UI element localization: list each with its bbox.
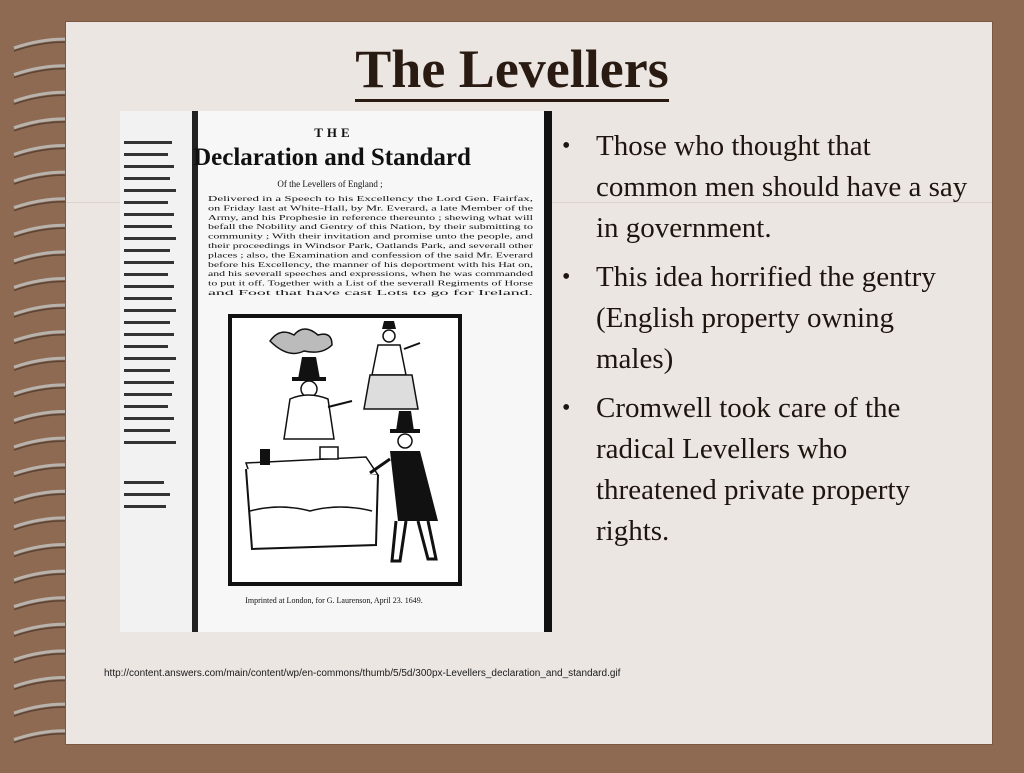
pamphlet-body-line: on Friday last at White-Hall, by Mr. Everard, a late Member of the bbox=[208, 204, 533, 213]
bullet-icon: • bbox=[562, 133, 571, 159]
pamphlet-body-line: Delivered in a Speech to his Excellency the Lord Gen. Fairfax, bbox=[208, 195, 534, 203]
table-drawing bbox=[246, 447, 378, 549]
pamphlet-title: Declaration and Standard bbox=[193, 144, 471, 171]
bullet-icon: • bbox=[562, 395, 571, 421]
pamphlet-imprint: Imprinted at London, for G. Laurenson, April 23. 1649. bbox=[245, 596, 423, 605]
pamphlet-body-line: before his Excellency, the manner of his deportment with his Hat on, bbox=[208, 260, 534, 269]
gutter bbox=[192, 111, 198, 632]
bullet-text: Those who thought that common men should have a say in government. bbox=[596, 130, 968, 244]
pamphlet-body-line: and his severall speeches and expressions, when he was commanded bbox=[208, 270, 534, 279]
bullet-item bbox=[554, 257, 974, 380]
pamphlet-header-word: THE bbox=[314, 125, 354, 140]
bullet-item bbox=[554, 126, 974, 249]
pamphlet-body bbox=[208, 195, 534, 297]
bullet-text: This idea horrified the gentry (English property owning males) bbox=[596, 261, 936, 375]
page-edge bbox=[544, 111, 552, 632]
pamphlet-body-line: places ; also, the Examination and confession of the said Mr. Everard bbox=[208, 251, 534, 260]
image-source-link[interactable]: http://content.answers.com/main/content/wp/en-commons/thumb/5/5d/300px-Levellers_declaration_and_standard.gif bbox=[104, 668, 621, 679]
pamphlet-body-line: and Foot that have cast Lots to go for Ireland. bbox=[208, 289, 534, 297]
bullet-list bbox=[554, 126, 974, 560]
bullet-item bbox=[554, 388, 974, 552]
pamphlet-image bbox=[120, 111, 552, 632]
pamphlet-body-line: befall the Nobility and Gentry of this Nation, by their submitting to bbox=[208, 223, 534, 232]
pamphlet-body-line: Army, and his Prophesie in reference thereunto ; shewing what will bbox=[208, 213, 533, 222]
pamphlet-body-line: their proceedings in Windsor Park, Oatlands Park, and severall other bbox=[208, 242, 534, 250]
slide-title: The Levellers bbox=[0, 38, 1024, 100]
pamphlet-subtitle: Of the Levellers of England ; bbox=[277, 179, 383, 189]
pamphlet-illustration bbox=[120, 111, 552, 632]
bullet-text: Cromwell took care of the radical Levellers who threatened private property rights. bbox=[596, 392, 911, 547]
bullet-icon: • bbox=[562, 264, 571, 290]
pamphlet-body-line: to put it off. Together with a List of the severall Regiments of Horse bbox=[208, 279, 533, 288]
pamphlet-body-line: community ; With their invitation and promise unto the people, and bbox=[208, 232, 534, 241]
